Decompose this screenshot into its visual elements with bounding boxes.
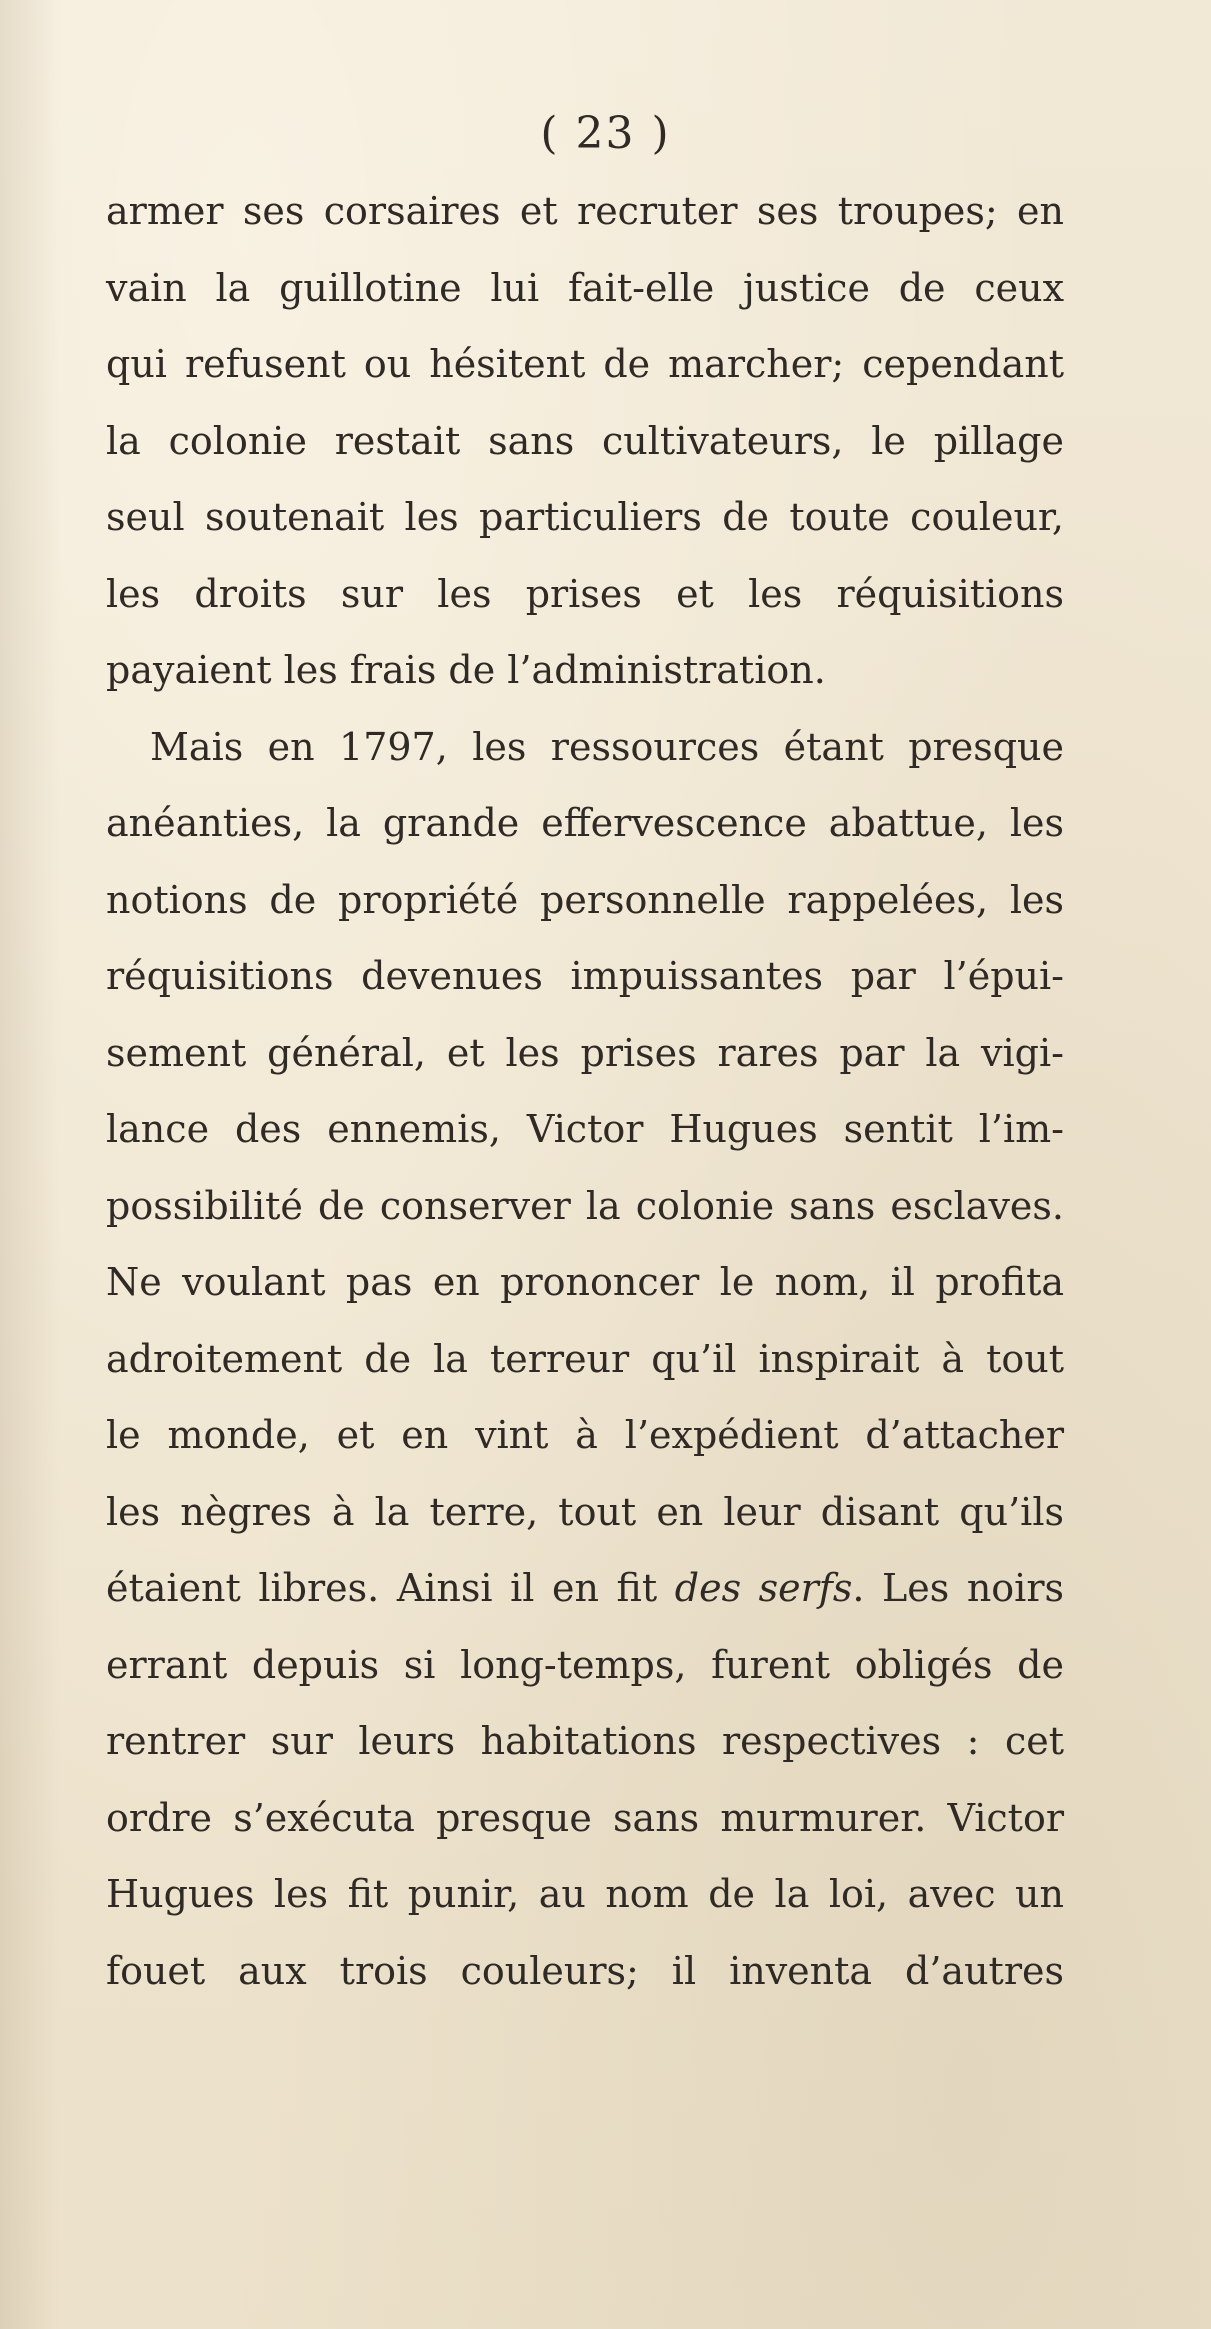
- text-line: ordre s’exécuta presque sans murmurer. Victor: [106, 1795, 1064, 1840]
- text-line: payaient les frais de l’administration.: [106, 648, 826, 692]
- text-line: vain la guillotine lui fait-elle justice de ceux: [106, 265, 1064, 310]
- text-line: possibilité de conserver la colonie sans esclaves.: [106, 1183, 1064, 1228]
- text-line: sement général, et les prises rares par la vigi-: [106, 1030, 1064, 1075]
- italic-text: des serfs: [674, 1566, 853, 1610]
- text-line: rentrer sur leurs habitations respectives : cet: [106, 1719, 1064, 1763]
- text-line: Hugues les fit punir, au nom de la loi, avec un: [106, 1872, 1064, 1916]
- text-line: seul soutenait les particuliers de toute couleur,: [106, 495, 1064, 539]
- text-segment: . Les noirs: [852, 1566, 1065, 1610]
- body-text: [106, 173, 1064, 2009]
- text-line: errant depuis si long-temps, furent obligés de: [106, 1642, 1064, 1687]
- text-line: notions de propriété personnelle rappelées, les: [106, 877, 1064, 922]
- text-line: anéanties, la grande effervescence abattue, les: [106, 801, 1064, 845]
- text-line: Ne voulant pas en prononcer le nom, il profita: [106, 1260, 1064, 1304]
- page-number: ( 23 ): [540, 108, 671, 159]
- text-line: le monde, et en vint à l’expédient d’attacher: [106, 1413, 1064, 1457]
- text-line: qui refusent ou hésitent de marcher; cependant: [106, 342, 1064, 386]
- text-line: Mais en 1797, les ressources étant presque: [150, 724, 1064, 769]
- text-line: la colonie restait sans cultivateurs, le pillage: [106, 418, 1064, 463]
- text-line: [106, 1550, 1064, 1627]
- text-line: les nègres à la terre, tout en leur disant qu’ils: [106, 1489, 1064, 1534]
- text-line: adroitement de la terreur qu’il inspirait à tout: [106, 1336, 1064, 1381]
- text-line: lance des ennemis, Victor Hugues sentit l’im-: [106, 1107, 1064, 1151]
- text-line: fouet aux trois couleurs; il inventa d’autres: [106, 1948, 1064, 1993]
- text-line: armer ses corsaires et recruter ses troupes; en: [106, 189, 1064, 233]
- text-segment: étaient libres. Ainsi il en fit: [106, 1566, 675, 1610]
- text-line: réquisitions devenues impuissantes par l’épui-: [106, 954, 1064, 998]
- binding-shadow: [0, 0, 60, 2329]
- text-line: les droits sur les prises et les réquisitions: [106, 571, 1064, 616]
